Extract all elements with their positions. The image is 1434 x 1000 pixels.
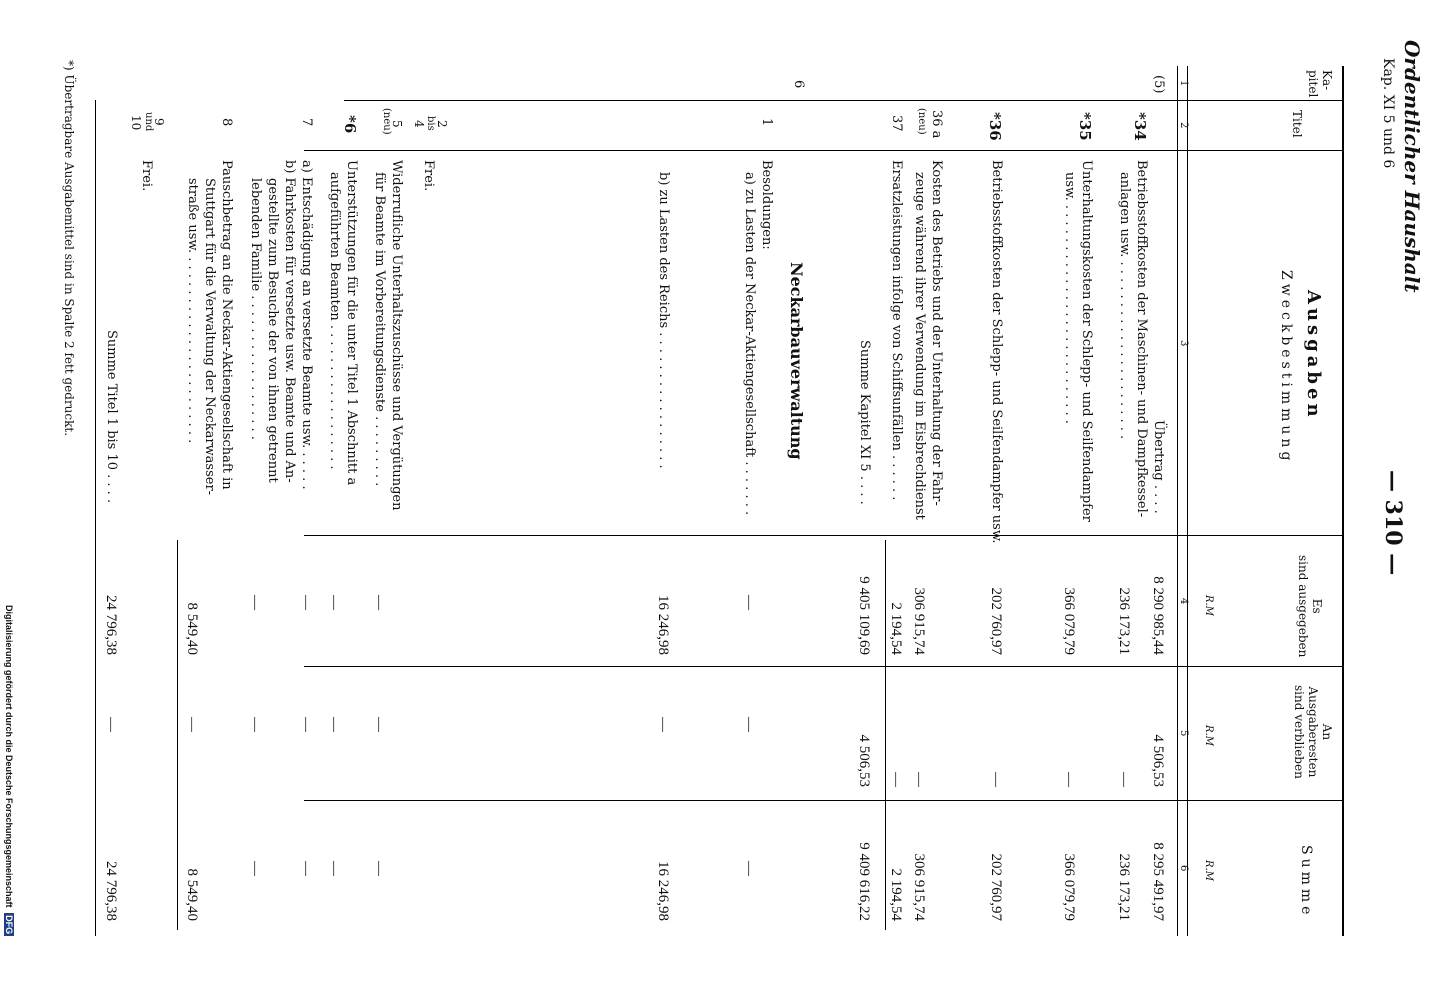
row-36-c4: 202 760,97 <box>988 587 1004 655</box>
row-7-text2: b) Fahrkosten für versetzte usw. Beamte und An- <box>282 160 297 483</box>
page-subtitle: Kap. XI 5 und 6 <box>1380 58 1396 169</box>
row-7-text3: gestellte zum Besuche der von ihnen getrennt <box>265 178 280 483</box>
row-7-c4b: — <box>247 595 263 610</box>
row-6-text2: aufgeführten Beamten . . . . . . . . . . . . . . . . . . <box>327 172 342 470</box>
uebertrag-c5: 4 506,53 <box>1150 734 1166 787</box>
row-7-c5b: — <box>247 717 263 732</box>
row-7-c6b: — <box>247 861 263 876</box>
col-header-zweck: Zweckbestimmung <box>1278 270 1294 465</box>
row-1-c4: — <box>741 595 757 610</box>
row-8-c4: 8 549,40 <box>184 602 200 655</box>
sum-kapitel-5-c6: 9 409 616,22 <box>856 842 872 921</box>
row-1-c5: — <box>741 717 757 732</box>
row-36a-text2: zeuge während ihrer Verwendung im Eisbrechdienst <box>912 172 927 520</box>
titel-bis: bis <box>425 116 436 131</box>
titel-5-neu: (neu) <box>381 108 392 135</box>
row-35-text1: Unterhaltungskosten der Schlepp- und Seilfendampfer <box>1079 160 1094 522</box>
col-header-kapitel: Ka- pitel <box>1306 70 1334 98</box>
col-num-5: 5 <box>1178 730 1189 737</box>
sum-kapitel-5-text: Summe Kapitel XI 5 . . . . <box>857 340 872 505</box>
uebertrag-c4: 8 290 985,44 <box>1150 576 1166 655</box>
sum-kapitel-5-c5: 4 506,53 <box>856 734 872 787</box>
row-7-text1: a) Entschädigung an versetzte Beamte usw. . . . . . <box>299 160 314 490</box>
col-divider-4 <box>304 666 1344 667</box>
col-divider-2 <box>304 150 1344 151</box>
row-34-c6: 236 173,21 <box>1116 853 1132 921</box>
titel-5: 5 <box>390 120 404 128</box>
sum-rule-5 <box>885 540 886 930</box>
titel-1: 1 <box>759 118 774 127</box>
row-36a-text1: Kosten des Betriebs und der Unterhaltung der Fahr- <box>929 160 944 506</box>
row-9-10-frei: Frei. <box>139 160 154 192</box>
row-35-c5: — <box>1061 772 1077 787</box>
col-num-4: 4 <box>1178 598 1189 605</box>
titel-2: 2 <box>435 120 449 128</box>
row-34-text1: Betriebsstoffkosten der Maschinen- und Dampfkessel- <box>1134 160 1149 518</box>
col-header-summe: Summe <box>1298 845 1314 919</box>
titel-7: 7 <box>299 118 314 127</box>
row-36a-c6: 306 915,74 <box>911 853 927 921</box>
titel-9: 9 <box>152 118 166 126</box>
row-36a-c4: 306 915,74 <box>911 587 927 655</box>
sum-rule-6 <box>177 540 178 930</box>
row-1b-c4: 16 246,98 <box>655 595 671 655</box>
col-divider-1 <box>344 100 1344 101</box>
credit-text: Digitalisierung gefördert durch die Deutsche Forschungsgemeinschaft <box>4 605 14 908</box>
col-num-6: 6 <box>1178 865 1189 872</box>
digitization-credit <box>4 605 14 936</box>
header-bottom-rule <box>1187 66 1188 936</box>
kapitel-6-label: 6 <box>791 80 806 89</box>
row-6-c5: — <box>326 717 342 732</box>
page-number: — 310 — <box>1380 470 1406 576</box>
row-5-text2: für Beamte im Vorbereitungsdienste . . . . . . . . . <box>372 172 387 487</box>
uebertrag-text: Übertrag . . . . <box>1151 420 1166 514</box>
page-title: Ordentlicher Haushalt <box>1400 40 1424 293</box>
row-34-c5: — <box>1116 772 1132 787</box>
dfg-logo: DFG <box>4 915 14 935</box>
footnote: *) Übertragbare Ausgabemittel sind in Spalte 2 fett gedruckt. <box>62 60 76 437</box>
uebertrag-c6: 8 295 491,97 <box>1150 842 1166 921</box>
row-34-text2: anlagen usw. . . . . . . . . . . . . . . . . . . . . . . <box>1117 172 1132 440</box>
table-bottom-rule <box>95 100 96 936</box>
row-1b-text1: b) zu Lasten des Reichs . . . . . . . . . . . . . . . . . <box>656 172 671 469</box>
row-6-c4: — <box>326 595 342 610</box>
row-36-c6: 202 760,97 <box>988 853 1004 921</box>
col-num-3: 3 <box>1178 340 1189 347</box>
row-6-text1: Unterstützungen für die unter Titel 1 Abschnitt a <box>344 160 359 486</box>
sum-kapitel-5-c4: 9 405 109,69 <box>856 576 872 655</box>
titel-36a-neu: (neu) <box>916 108 927 135</box>
row-5-c6: — <box>371 861 387 876</box>
col-header-ausgegeben: Es sind ausgegeben <box>1296 555 1324 658</box>
sum-titel-c5: — <box>103 717 119 732</box>
col-header-titel: Titel <box>1290 110 1304 138</box>
sum-titel-c6: 24 796,38 <box>103 861 119 921</box>
col-divider-5 <box>304 800 1344 801</box>
unit-c4: R.M <box>1203 595 1214 616</box>
row-7-c6a: — <box>298 861 314 876</box>
titel-36: *36 <box>986 112 1004 141</box>
titel-6: *6 <box>341 115 359 134</box>
row-7-c5a: — <box>298 717 314 732</box>
row-5-c5: — <box>371 717 387 732</box>
row-1b-c6: 16 246,98 <box>655 861 671 921</box>
titel-36a: 36 a <box>929 110 944 139</box>
row-1-text0: Besoldungen: <box>759 160 774 250</box>
row-37-c4: 2 194,54 <box>888 602 904 655</box>
col-num-2: 2 <box>1178 122 1189 129</box>
number-row-rule <box>1177 66 1178 936</box>
row-35-c6: 366 079,79 <box>1061 853 1077 921</box>
row-36-c5: — <box>988 772 1004 787</box>
row-1-text1: a) zu Lasten der Neckar-Aktiengesellschaft . . . . . . . <box>742 172 757 516</box>
row-8-c5: — <box>184 717 200 732</box>
row-37-c6: 2 194,54 <box>888 868 904 921</box>
row-5-text1: Widerrufliche Unterhaltszuschüsse und Vergütungen <box>389 160 404 511</box>
row-7-text4: lebenden Familie . . . . . . . . . . . . . . . . . . <box>248 178 263 440</box>
col-divider-3 <box>304 535 1344 536</box>
row-8-text2: Stuttgart für die Verwaltung der Neckarwasser- <box>202 178 217 496</box>
row-8-text3: straße usw. . . . . . . . . . . . . . . . . . . . . . . . <box>185 178 200 444</box>
row-7-c4a: — <box>298 595 314 610</box>
row-34-c4: 236 173,21 <box>1116 587 1132 655</box>
row-5-c4: — <box>371 595 387 610</box>
row-35-text2: usw. . . . . . . . . . . . . . . . . . . . . . . . . . . . <box>1062 172 1077 424</box>
unit-c5: R.M <box>1203 725 1214 746</box>
titel-10: 10 <box>129 115 143 131</box>
sum-titel-c4: 24 796,38 <box>103 595 119 655</box>
row-1-c6: — <box>741 861 757 876</box>
titel-37: 37 <box>889 115 904 132</box>
row-37-text1: Ersatzleistungen infolge von Schiffsunfällen . . . . . . <box>889 160 904 501</box>
row-37-c5: — <box>888 772 904 787</box>
titel-35: *35 <box>1076 112 1094 141</box>
table-top-rule <box>1342 66 1344 936</box>
titel-8: 8 <box>219 118 234 127</box>
row-2-4-frei: Frei. <box>421 160 436 192</box>
row-8-text1: Pauschbetrag an die Neckar-Aktiengesellschaft in <box>219 160 234 490</box>
titel-34: *34 <box>1131 112 1149 141</box>
row-8-c6: 8 549,40 <box>184 868 200 921</box>
unit-c6: R.M <box>1203 860 1214 881</box>
row-1b-c5: — <box>655 717 671 732</box>
col-num-1: 1 <box>1178 80 1189 87</box>
col-header-ausgabereste: An Ausgaberesten sind verblieben <box>1292 685 1334 779</box>
col-header-ausgaben: Ausgaben <box>1303 290 1324 421</box>
row-36-text1: Betriebsstoffkosten der Schlepp- und Seilfendampfer usw. <box>989 160 1004 544</box>
neckarbau-heading: Neckarbauverwaltung <box>787 262 806 460</box>
row-35-c4: 366 079,79 <box>1061 587 1077 655</box>
titel-4: 4 <box>412 120 426 128</box>
row-6-c6: — <box>326 861 342 876</box>
titel-und: und <box>143 112 154 132</box>
kapitel-5-label: (5) <box>1151 75 1166 94</box>
sum-titel-text: Summe Titel 1 bis 10 . . . . <box>104 330 119 504</box>
row-36a-c5: — <box>911 772 927 787</box>
